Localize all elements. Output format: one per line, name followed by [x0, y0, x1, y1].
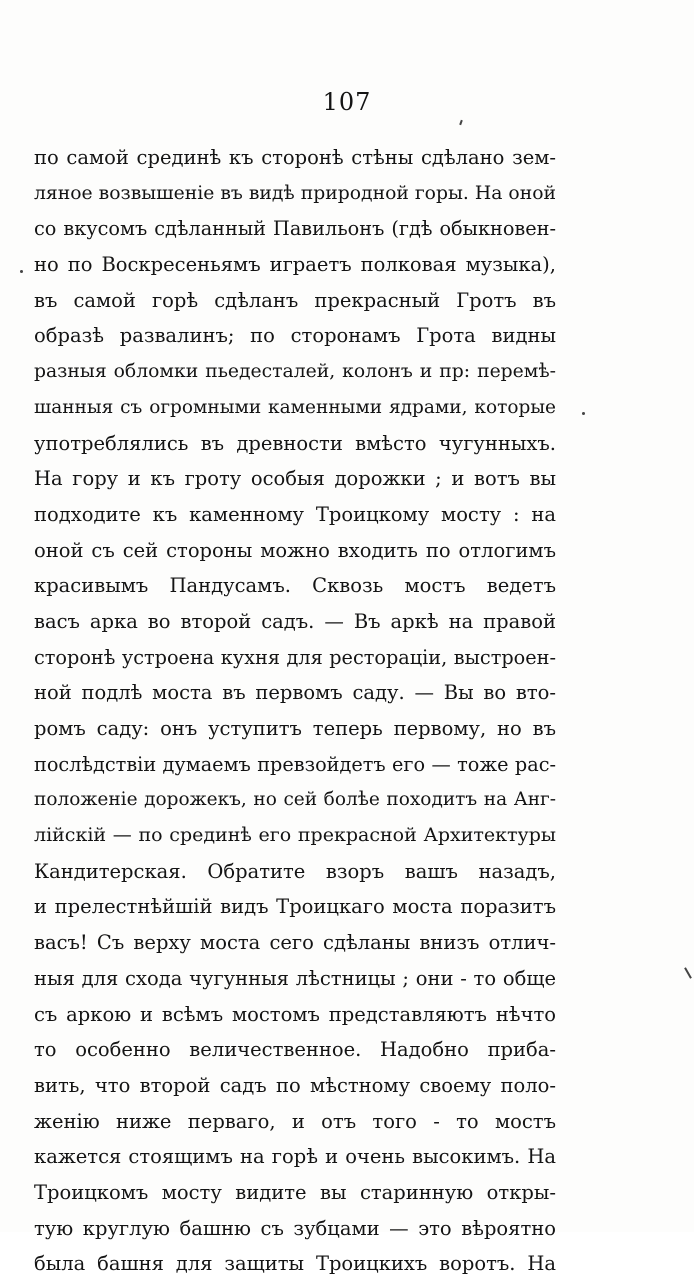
body-text: [34, 140, 556, 1282]
text-line: но по Воскресеньямъ играетъ полковая музыка),: [34, 253, 556, 277]
text-line: положеніе дорожекъ, но сей болѣе походитъ на Анг-: [34, 789, 556, 811]
scan-speck: [20, 270, 23, 273]
text-line: вить, что второй садъ по мѣстному своему поло-: [34, 1073, 556, 1097]
text-line: оной съ сей стороны можно входить по отлогимъ: [34, 538, 556, 562]
text-line: женію ниже перваго, и отъ того - то мостъ: [34, 1109, 556, 1133]
text-line: и прелестнѣйшій видъ Троицкаго моста поразитъ: [34, 895, 556, 919]
text-line: подходите къ каменному Троицкому мосту : на: [34, 502, 556, 526]
text-line: съ аркою и всѣмъ мостомъ представляютъ нѣчто: [34, 1002, 556, 1026]
text-line: ромъ саду: онъ уступитъ теперь первому, но въ: [34, 717, 556, 740]
text-line: красивымъ Пандусамъ. Сквозь мостъ ведетъ: [34, 574, 556, 598]
text-line: ной подлѣ моста въ первомъ саду. — Вы во вто-: [34, 681, 556, 705]
scan-speck: [582, 412, 585, 415]
text-line: въ самой горѣ сдѣланъ прекрасный Гротъ въ: [34, 288, 556, 312]
text-line: Кандитерская. Обратите взоръ вашъ назадъ,: [34, 859, 556, 883]
text-line: васъ! Съ верху моста сего сдѣланы внизъ отлич-: [34, 931, 556, 955]
text-line: сторонѣ устроена кухня для ресторацiи, выстроен-: [34, 645, 556, 669]
page-number: 107: [322, 88, 372, 116]
text-line: употреблялись въ древности вмѣсто чугунныхъ.: [34, 431, 556, 455]
text-line: со вкусомъ сдѣланный Павильонъ (гдѣ обыкновен-: [34, 217, 556, 241]
text-line: На гору и къ гроту особыя дорожки ; и вотъ вы: [34, 467, 556, 491]
text-line: по самой срединѣ къ сторонѣ стѣны сдѣлано зем-: [34, 146, 556, 169]
text-line: кажется стоящимъ на горѣ и очень высокимъ. На: [34, 1145, 556, 1169]
text-line: васъ арка во второй садъ. — Въ аркѣ на правой: [34, 609, 556, 633]
text-line: ныя для схода чугунныя лѣстницы ; они - то обще: [34, 966, 556, 990]
text-line: тую круглую башню съ зубцами — это вѣроятно: [34, 1216, 556, 1240]
text-line: лійскій — по срединѣ его прекрасной Архитектуры: [34, 824, 556, 847]
text-line: то особенно величественное. Надобно приба-: [34, 1038, 556, 1062]
text-line: послѣдствіи думаемъ превзойдетъ его — тоже рас-: [34, 752, 556, 776]
text-line: была башня для защиты Троицкихъ воротъ. На: [34, 1252, 556, 1276]
scan-speck: [684, 967, 692, 978]
text-line: Троицкомъ мосту видите вы старинную откры-: [34, 1180, 556, 1204]
text-line: шанныя съ огромными каменными ядрами, которые: [34, 396, 556, 418]
text-line: разныя обломки пьедесталей, колонъ и пр: перемѣ-: [34, 361, 556, 383]
text-line: образѣ развалинъ; по сторонамъ Грота видны: [34, 324, 556, 348]
scan-speck: [459, 120, 463, 125]
text-line: ляное возвышеніе въ видѣ природной горы. На оной: [34, 182, 556, 204]
